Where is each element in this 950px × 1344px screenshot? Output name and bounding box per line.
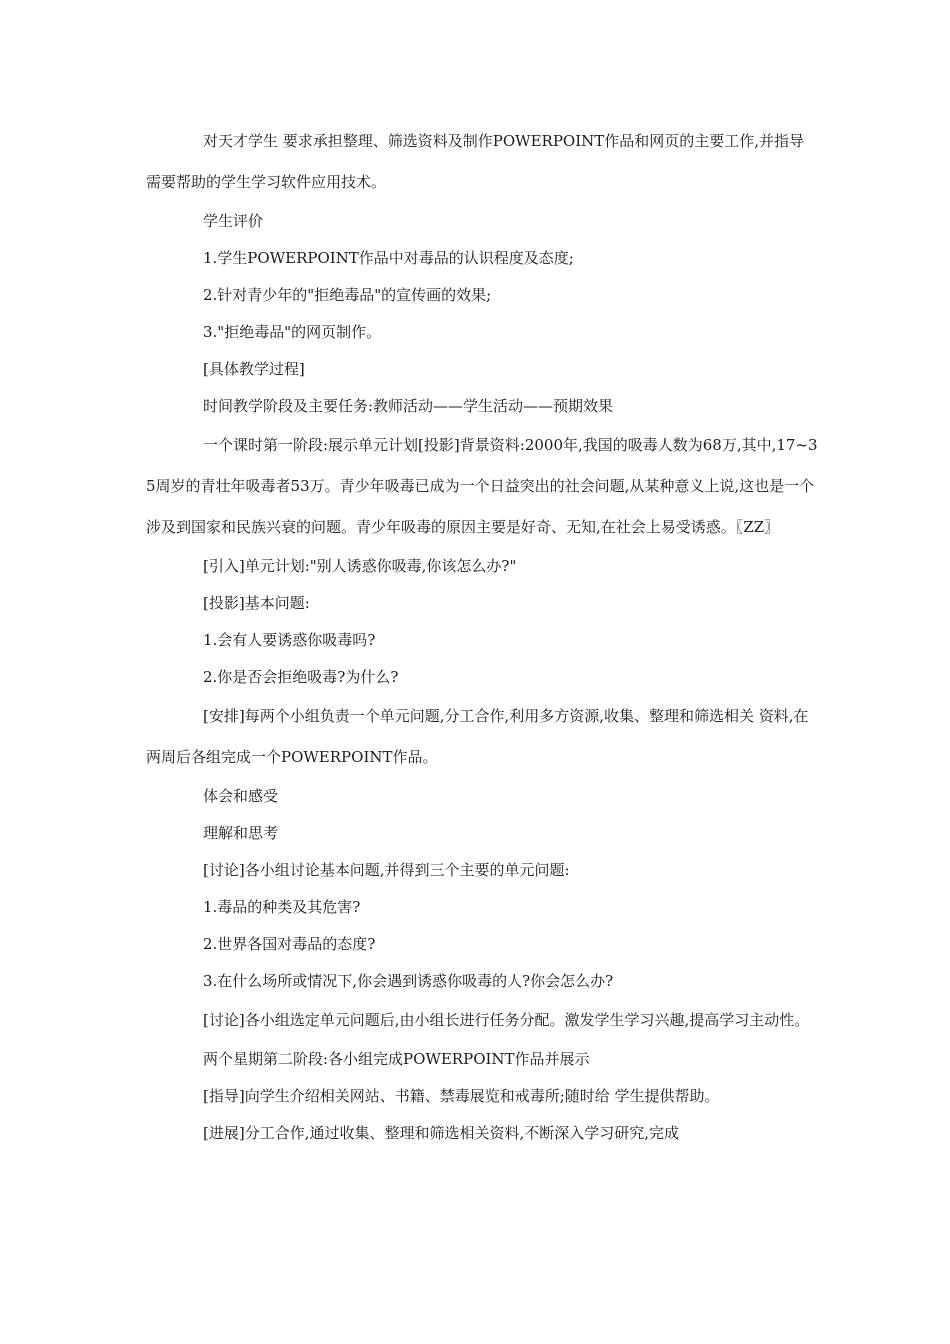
paragraph-background-info: 一个课时第一阶段:展示单元计划[投影]背景资料:2000年,我国的吸毒人数为68万,其中,17~35周岁的青壮年吸毒者53万。青少年吸毒已成为一个日益突出的社会问题,从某种意义上说,这也是一个涉及到国家和民族兴衰的问题。青少年吸毒的原因主要是好奇、无知,在社会上易受诱惑。〖ZZ〗 (146, 436, 818, 536)
heading-experience: 体会和感受 (203, 787, 279, 805)
paragraph-stage-header: 时间教学阶段及主要任务:教师活动——学生活动——预期效果 (203, 397, 614, 415)
paragraph-task-assignment: [讨论]各小组选定单元问题后,由小组长进行任务分配。激发学生学习兴趣,提高学习主动性。 (203, 1011, 810, 1029)
paragraph-basic-questions: [投影]基本问题: (203, 594, 310, 612)
heading-student-evaluation: 学生评价 (203, 212, 264, 230)
list-item: 2.世界各国对毒品的态度? (203, 935, 376, 953)
paragraph-stage-two: 两个星期第二阶段:各小组完成POWERPOINT作品并展示 (203, 1050, 590, 1068)
list-item: 3.在什么场所或情况下,你会遇到诱惑你吸毒的人?你会怎么办? (203, 972, 614, 990)
heading-understanding: 理解和思考 (203, 824, 279, 842)
list-item: 1.毒品的种类及其危害? (203, 898, 361, 916)
list-item: 1.学生POWERPOINT作品中对毒品的认识程度及态度; (203, 249, 574, 267)
paragraph-guidance: [指导]向学生介绍相关网站、书籍、禁毒展览和戒毒所;随时给 学生提供帮助。 (203, 1087, 720, 1105)
list-item: 2.针对青少年的"拒绝毒品"的宣传画的效果; (203, 286, 492, 304)
paragraph-introduction: [引入]单元计划:"别人诱惑你吸毒,你该怎么办?" (203, 557, 517, 575)
list-item: 3."拒绝毒品"的网页制作。 (203, 323, 382, 341)
document-body (146, 121, 818, 1152)
paragraph-gifted-students: 对天才学生 要求承担整理、筛选资料及制作POWERPOINT作品和网页的主要工作,并指导需要帮助的学生学习软件应用技术。 (146, 132, 805, 191)
paragraph-discussion: [讨论]各小组讨论基本问题,并得到三个主要的单元问题: (203, 861, 570, 879)
list-item: 2.你是否会拒绝吸毒?为什么? (203, 668, 399, 686)
paragraph-progress: [进展]分工合作,通过收集、整理和筛选相关资料,不断深入学习研究,完成 (203, 1124, 680, 1142)
list-item: 1.会有人要诱惑你吸毒吗? (203, 631, 376, 649)
paragraph-arrangement: [安排]每两个小组负责一个单元问题,分工合作,利用多方资源,收集、整理和筛选相关 资料,在两周后各组完成一个POWERPOINT作品。 (146, 707, 809, 766)
heading-teaching-process: [具体教学过程] (203, 360, 305, 378)
